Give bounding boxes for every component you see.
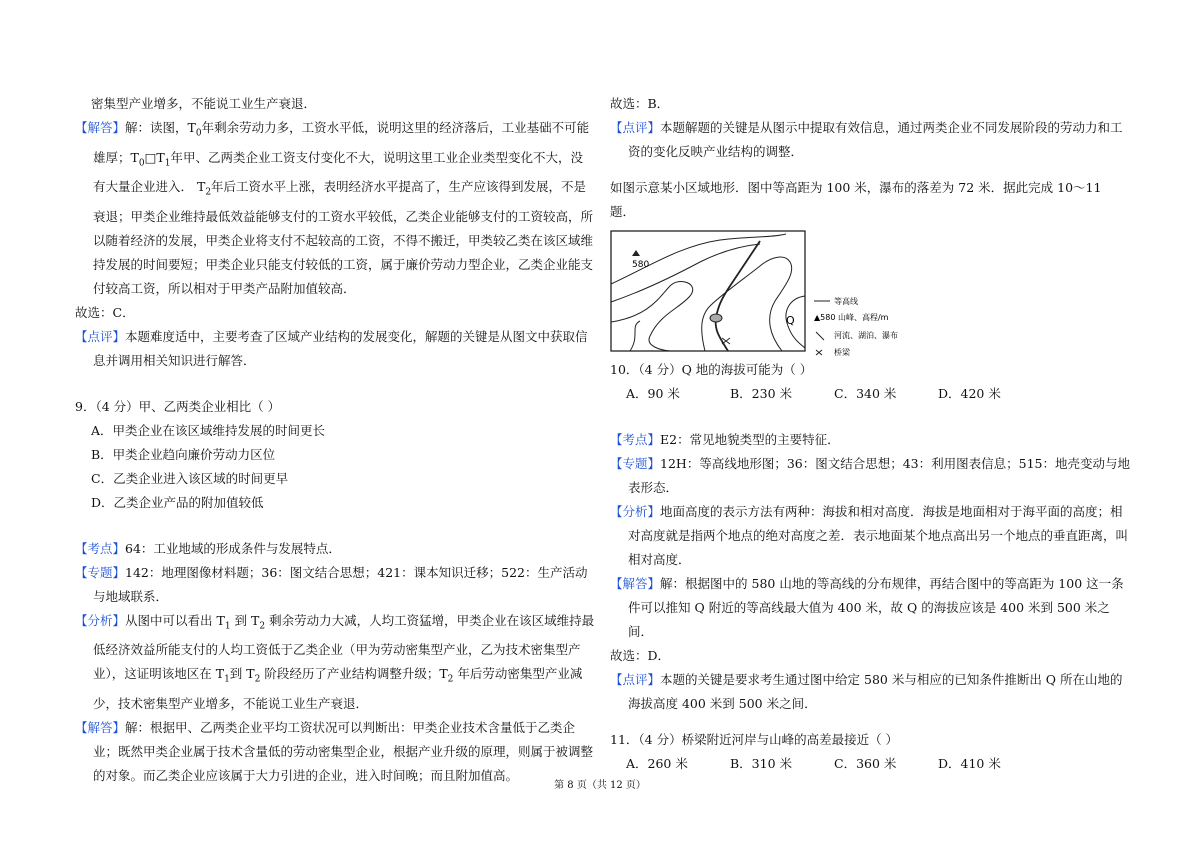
- text: 12H：等高线地形图；36：图文结合思想；43：利用图表信息；515：地壳变动与地表形态．: [628, 456, 1130, 495]
- subscript: 2: [254, 674, 261, 685]
- option-d: D．乙类企业产品的附加值较低: [91, 494, 264, 510]
- text: 地面高度的表示方法有两种：海拔和相对高度．海拔是地面相对于海平面的高度；相对高度就是指两个地点的绝对高度之差．表示地面某个地点高出另一个地点的垂直距离，叫相对高度．: [628, 504, 1129, 567]
- text: 年甲、乙两类企业工资支付变化不大，说明这里工业企业类型变化不大，没有大量企业进入． T: [93, 149, 583, 194]
- topic: [610, 452, 1130, 500]
- option-b: B．310 米: [730, 756, 793, 771]
- option-a: A．90 米: [626, 386, 680, 401]
- text: 从图中可以看出 T: [125, 612, 225, 628]
- analysis-tag: 【分析】: [75, 612, 126, 628]
- lake: [710, 314, 722, 322]
- option-c: C．360 米: [834, 756, 897, 771]
- bridge-symbol: [722, 338, 730, 344]
- exam-point: [75, 537, 595, 561]
- text: 年剩余劳动力多，工资水平低，说明这里的经济落后，工业基础不可能雄厚；T: [93, 120, 590, 165]
- analysis-tag: 【分析】: [610, 504, 661, 519]
- paragraph: 密集型产业增多，不能说工业生产衰退．: [91, 96, 317, 111]
- subscript: 1: [224, 674, 230, 685]
- topic-tag: 【专题】: [610, 456, 661, 471]
- text: 剩余劳动力大减，人均工资猛增，甲类企业在该区域维持最低经济效益所能支付的人均工资低于乙类企业（甲为劳动密集型产业，乙为技术密集型产业），这证明该地区在 T: [93, 612, 595, 681]
- exam-point-tag: 【考点】: [610, 432, 661, 447]
- text: 本题解题的关键是从图示中提取有效信息，通过两类企业不同发展阶段的劳动力和工资的变化反映产业结构的调整．: [628, 120, 1123, 159]
- option-d: D．410 米: [938, 756, 1001, 771]
- legend-item: 河流、湖泊、瀑布: [834, 331, 898, 340]
- contour-line: [611, 281, 693, 351]
- peak-symbol: [632, 250, 640, 256]
- comment: [610, 116, 1130, 164]
- text: 到 T: [229, 666, 255, 681]
- option-a: A．260 米: [626, 756, 688, 771]
- subscript: 0: [138, 158, 145, 168]
- topic-tag: 【专题】: [75, 564, 126, 580]
- comment-tag: 【点评】: [610, 120, 661, 135]
- question-10-stem: 10．（4 分）Q 地的海拔可能为（ ）: [610, 362, 813, 377]
- comment: [610, 668, 1130, 716]
- text: 年后劳动密集型产业减少，技术密集型产业增多，不能说工业生产衰退．: [93, 666, 583, 711]
- legend-item: 等高线: [834, 297, 858, 306]
- comment-tag: 【点评】: [610, 672, 661, 687]
- text: 阶段经历了产业结构调整升级；T: [260, 666, 448, 681]
- answer-tag: 【解答】: [610, 576, 661, 591]
- page-footer: 第 8 页（共 12 页）: [554, 780, 646, 791]
- option-c: C．340 米: [834, 386, 897, 401]
- answer-tag: 【解答】: [75, 719, 126, 735]
- answer-explanation: [75, 116, 595, 301]
- subscript: 1: [224, 621, 231, 631]
- option-a: A．甲类企业在该区域维持发展的时间更长: [91, 422, 326, 438]
- answer-tag: 【解答】: [75, 120, 126, 135]
- option-c: C．乙类企业进入该区域的时间更早: [91, 470, 289, 486]
- legend-item: ▲580 山峰、高程/m: [814, 313, 889, 322]
- text: 64：工业地域的形成条件与发展特点．: [125, 540, 341, 556]
- topographic-map: [610, 226, 930, 356]
- right-column: [610, 92, 1130, 776]
- point-q-label: Q: [786, 314, 795, 327]
- subscript: 2: [447, 674, 454, 685]
- analysis: [75, 609, 595, 716]
- text: 年后工资水平上涨，表明经济水平提高了，生产应该得到发展，不是衰退；甲类企业维持最低效益能够支付的工资水平较低，乙类企业能够支付的工资较高，所以随着经济的发展，甲类企业将支付不起较高的工资，不得不搬迁，甲类较乙类在该区域维持发展的时间要短；甲类企业只能支付较低的工资，属于廉价劳动力型企业，乙类企业能支付较高工资，所以相对于甲类产品附加值较高．: [93, 179, 594, 296]
- river: [716, 241, 760, 351]
- option-d: D．420 米: [938, 386, 1001, 401]
- legend-item: 桥梁: [834, 348, 850, 356]
- answer-choice: 故选：D．: [610, 648, 671, 663]
- question-11-stem: 11．（4 分）桥梁附近河岸与山峰的高差最接近（ ）: [610, 732, 899, 747]
- text: 解：读图，T: [125, 120, 196, 135]
- answer-choice: 故选：B．: [610, 96, 670, 111]
- subscript: 2: [205, 187, 212, 198]
- question-9-stem: 9．（4 分）甲、乙两类企业相比（ ）: [75, 398, 281, 414]
- exam-point: [610, 428, 1130, 452]
- subscript: 0: [195, 128, 202, 139]
- legend-bridge-symbol: [816, 350, 822, 355]
- text: 到 T: [230, 612, 260, 628]
- contour-line: [630, 321, 640, 351]
- text: E2：常见地貌类型的主要特征．: [660, 432, 840, 447]
- text: 本题难度适中，主要考查了区域产业结构的发展变化，解题的关键是从图文中获取信息并调用相关知识进行解答．: [93, 328, 588, 368]
- comment: [75, 325, 595, 373]
- left-column: [75, 92, 595, 788]
- comment-tag: 【点评】: [75, 328, 126, 344]
- exam-point-tag: 【考点】: [75, 540, 126, 556]
- text: 解：根据甲、乙两类企业平均工资状况可以判断出：甲类企业技术含量低于乙类企业；既然甲类企业属于技术含量低的劳动密集型企业，根据产业升级的原理，则属于被调整的对象。而乙类企业应该属于大力引进的企业，进入时间晚；而且附加值高。: [93, 719, 594, 783]
- text: □T: [144, 149, 165, 165]
- option-b: B．甲类企业趋向廉价劳动力区位: [91, 446, 276, 462]
- analysis: [610, 500, 1130, 572]
- answer-explanation: [610, 572, 1130, 644]
- subscript: 2: [259, 621, 266, 631]
- answer-choice: 故选：C．: [75, 304, 135, 320]
- question-11-options: [610, 752, 1130, 776]
- question-10-options: [610, 382, 1130, 406]
- topic: [75, 561, 595, 609]
- legend-river-symbol: [816, 332, 824, 340]
- subscript: 1: [164, 158, 171, 168]
- contour-line: [702, 257, 792, 351]
- text: 142：地理图像材料题；36：图文结合思想；421：课本知识迁移；522：生产活动与地域联系．: [93, 564, 588, 604]
- text: 本题的关键是要求考生通过图中给定 580 米与相应的已知条件推断出 Q 所在山地的海拔高度 400 米到 500 米之间．: [628, 672, 1123, 711]
- text: 解：根据图中的 580 山地的等高线的分布规律，再结合图中的等高距为 100 这一条件可以推知 Q 附近的等高线最大值为 400 米，故 Q 的海拔应该是 400 米到 500 米之间．: [628, 576, 1124, 639]
- option-b: B．230 米: [730, 386, 793, 401]
- peak-elevation-label: 580: [632, 260, 650, 270]
- question-intro: 如图示意某小区域地形．图中等高距为 100 米，瀑布的落差为 72 米．据此完成 10～11 题．: [610, 180, 1102, 219]
